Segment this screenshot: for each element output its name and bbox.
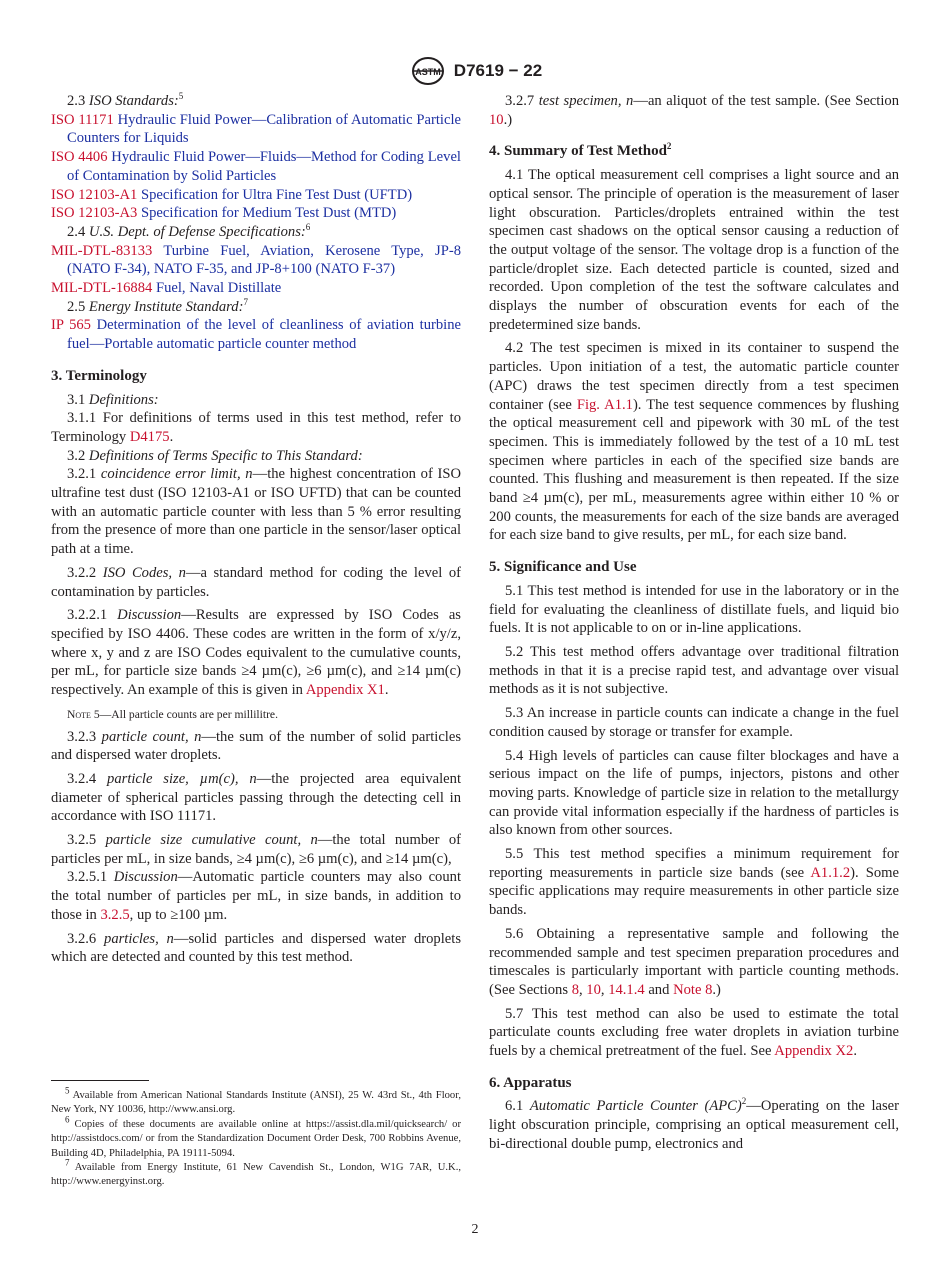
section-3-heading: 3. Terminology [51, 367, 147, 384]
ref-iso-11171[interactable]: ISO 11171 Hydraulic Fluid Power—Calibration of Automatic Particle Counters for Liquids [51, 111, 461, 147]
section-3-2-3: 3.2.3 particle count, n—the sum of the number of solid particles and dispersed water droplets. [51, 728, 462, 764]
link-14-1-4[interactable]: 14.1.4 [608, 981, 645, 998]
section-3-2-7: 3.2.7 test specimen, n—an aliquot of the test sample. (See Section 10.) [489, 93, 899, 128]
section-3-2-5: 3.2.5 particle size cumulative count, n—the total number of particles per mL, in size bands, ≥4 µm(c), ≥6 µm(c), and ≥14 µm(c), [51, 832, 461, 867]
section-3-2-5-1: 3.2.5.1 Discussion—Automatic particle counters may also count the total number of particles per mL, in size bands, in addition to those in 3.2.5, up to ≥100 µm. [51, 869, 461, 923]
ref-ip-565[interactable]: IP 565 Determination of the level of cleanliness of aviation turbine fuel—Portable automatic particle counter method [51, 317, 461, 353]
ref-mil-dtl-83133[interactable]: MIL-DTL-83133 Turbine Fuel, Aviation, Kerosene Type, JP-8 (NATO F-34), NATO F-35, and JP-8+100 (NATO F-37) [51, 242, 461, 278]
footnote-7: $^7$ Available from Energy Institute, 61 New Cavendish St., London, W1G 7AR, U.K., http://www.energyinst.org. [51, 1157, 461, 1188]
section-2-4-heading: 2.4 U.S. Dept. of Defense Specifications:$^6$ [67, 222, 311, 240]
section-6-1: 6.1 Automatic Particle Counter (APC)$^2$—Operating on the laser light obscuration principle, comprising an optical measurement cell, bi-directional double pump, electronics and [489, 1096, 899, 1152]
link-section-8[interactable]: 8 [571, 981, 579, 998]
section-2-3-heading: 2.3 ISO Standards:$^5$ [67, 91, 184, 109]
page-number: 2 [471, 1222, 479, 1237]
link-3-2-5[interactable]: 3.2.5 [100, 906, 130, 923]
link-section-10[interactable]: 10 [489, 111, 504, 128]
link-appendix-x1[interactable]: Appendix X1 [305, 682, 385, 699]
section-5-1: 5.1 This test method is intended for use in the laboratory or in the field for evaluating the cleanliness of distillate fuels, and liquid bio fuels. It is not applicable to on or in-line applications. [489, 582, 899, 637]
page-header [0, 56, 950, 86]
standard-designation: D7619 − 22 [453, 61, 543, 80]
section-5-7: 5.7 This test method can also be used to estimate the total particulate counts excluding free water droplets in aviation turbine fuels by a chemical pretreatment of the fuel. See Appendix X2. [489, 1005, 899, 1060]
link-section-10-b[interactable]: 10 [586, 981, 601, 998]
section-3-2: 3.2 Definitions of Terms Specific to This Standard: [67, 447, 363, 464]
section-4-1: 4.1 The optical measurement cell comprises a light source and an optical sensor. The principle of operation is the measurement of laser light obscuration. Particles/droplets entrained within the test specimen cast shadows on the optical sensor causing a reduction of the output voltage of the sensor. The voltage drop is a function of the particle/droplet size. Each detected particle is counted, sized and recorded. Upon completion of the test the software calculates and displays the number of obscuration events for each of the predetermined size bands. [489, 167, 899, 333]
ref-mil-dtl-16884[interactable]: MIL-DTL-16884 Fuel, Naval Distillate [51, 280, 282, 297]
ref-iso-12103-a3[interactable]: ISO 12103-A3 Specification for Medium Test Dust (MTD) [51, 205, 397, 222]
section-5-3: 5.3 An increase in particle counts can indicate a change in the fuel condition caused by storage or transfer for example. [489, 705, 899, 740]
section-3-2-2-1: 3.2.2.1 Discussion—Results are expressed by ISO Codes as specified by ISO 4406. These codes are written in the form of x/y/z, where x, y and z are ISO Codes equivalent to the cumulative counts, per mL, for particle size bands ≥4 µm(c), ≥6 µm(c), and ≥14 µm(c) respectively. An example of this is given in Appendix X1. [51, 607, 461, 699]
section-3-2-2: 3.2.2 ISO Codes, n—a standard method for coding the level of contamination by particles. [51, 564, 461, 600]
section-4-heading: 4. Summary of Test Method$^2$ [489, 141, 672, 160]
section-3-2-4: 3.2.4 particle size, µm(c), n—the projected area equivalent diameter of spherical particles passing through the detecting cell in accordance with ISO 11171. [51, 770, 461, 825]
section-2-5-heading: 2.5 Energy Institute Standard:$^7$ [67, 296, 248, 315]
link-d4175[interactable]: D4175 [129, 428, 170, 445]
link-note-8[interactable]: Note 8 [673, 981, 713, 998]
section-3-2-6: 3.2.6 particles, n—solid particles and dispersed water droplets which are detected and counted by this test method. [51, 930, 461, 966]
footnote-6: $^6$ Copies of these documents are available online at https://assist.dla.mil/quicksearch/ or http://assistdocs.com/ or from the Standardization Document Order Desk, 700 Robbins Avenue, Building 4D, Philadelphia, PA 19111-5094. [51, 1114, 461, 1159]
footnote-divider [51, 1080, 149, 1081]
link-fig-a1-1[interactable]: Fig. A1.1 [576, 396, 633, 413]
ref-iso-4406[interactable]: ISO 4406 Hydraulic Fluid Power—Fluids—Method for Coding Level of Contamination by Solid Particles [51, 149, 461, 184]
section-3-1: 3.1 Definitions: [67, 391, 159, 408]
ref-iso-12103-a1[interactable]: ISO 12103-A1 Specification for Ultra Fine Test Dust (UFTD) [51, 186, 413, 203]
right-column [489, 92, 899, 1154]
note-5: Note 5—All particle counts are per millilitre. [67, 707, 278, 721]
footnote-5: $^5$ Available from American National Standards Institute (ANSI), 25 W. 43rd St., 4th Floor, New York, NY 10036, http://www.ansi.org. [51, 1085, 461, 1116]
section-4-2: 4.2 The test specimen is mixed in its container to suspend the particles. Upon initiation of a test, the automatic particle counter (APC) draws the test specimen directly from a test specimen container (see Fig. A1.1). The test sequence commences by flushing the optical measurement cell and pipework with 30 mL of the test specimen. This is immediately followed by the test of a 10 mL test specimen where particles in each of the specified size bands are counted. This flushing and measurement is then repeated. If the size band ≥4 µm(c), per mL, measurements agree within either 10 % or 200 counts, the measurements for each of the size bands are averaged for each size band to give results, per mL, for each size band. [489, 340, 899, 544]
astm-logo-icon [408, 56, 448, 86]
section-5-5: 5.5 This test method specifies a minimum requirement for reporting measurements in particle size bands (see A1.1.2). Some specific applications may require measurements in other particle size bands. [489, 846, 900, 919]
section-3-1-1: 3.1.1 For definitions of terms used in this test method, refer to Terminology D4175. [51, 410, 461, 445]
section-5-2: 5.2 This test method offers advantage over traditional filtration methods in that it is a precise rapid test, and advantage over visual methods as it is not subjective. [489, 643, 899, 698]
svg-text:ASTM: ASTM [415, 67, 441, 77]
section-5-heading: 5. Significance and Use [489, 559, 637, 576]
section-5-6: 5.6 Obtaining a representative sample and following the recommended sample and test specimen preparation procedures and timescales is particularly important with particle counting methods. (See Sections 8, 10, 14.1.4 and Note 8.) [489, 925, 899, 998]
link-appendix-x2[interactable]: Appendix X2 [774, 1043, 854, 1060]
section-3-2-1: 3.2.1 coincidence error limit, n—the highest concentration of ISO ultrafine test dust (ISO 12103-A1 or ISO UFTD) that can be counted with an automatic particle counter with less than 5 % error resulting from the presence of more than one particle in the sensor/laser optical path at a time. [51, 466, 461, 558]
link-a1-1-2[interactable]: A1.1.2 [810, 864, 851, 881]
left-column [51, 92, 461, 967]
section-5-4: 5.4 High levels of particles can cause filter blockages and have a serious impact on the life of pumps, injectors, pistons and other moving parts. Knowledge of particle size in relation to the metallurgy can provide vital information especially if the hardness of particles is also known from other sources. [489, 747, 899, 839]
footnotes [51, 1085, 461, 1190]
section-6-heading: 6. Apparatus [489, 1074, 572, 1091]
